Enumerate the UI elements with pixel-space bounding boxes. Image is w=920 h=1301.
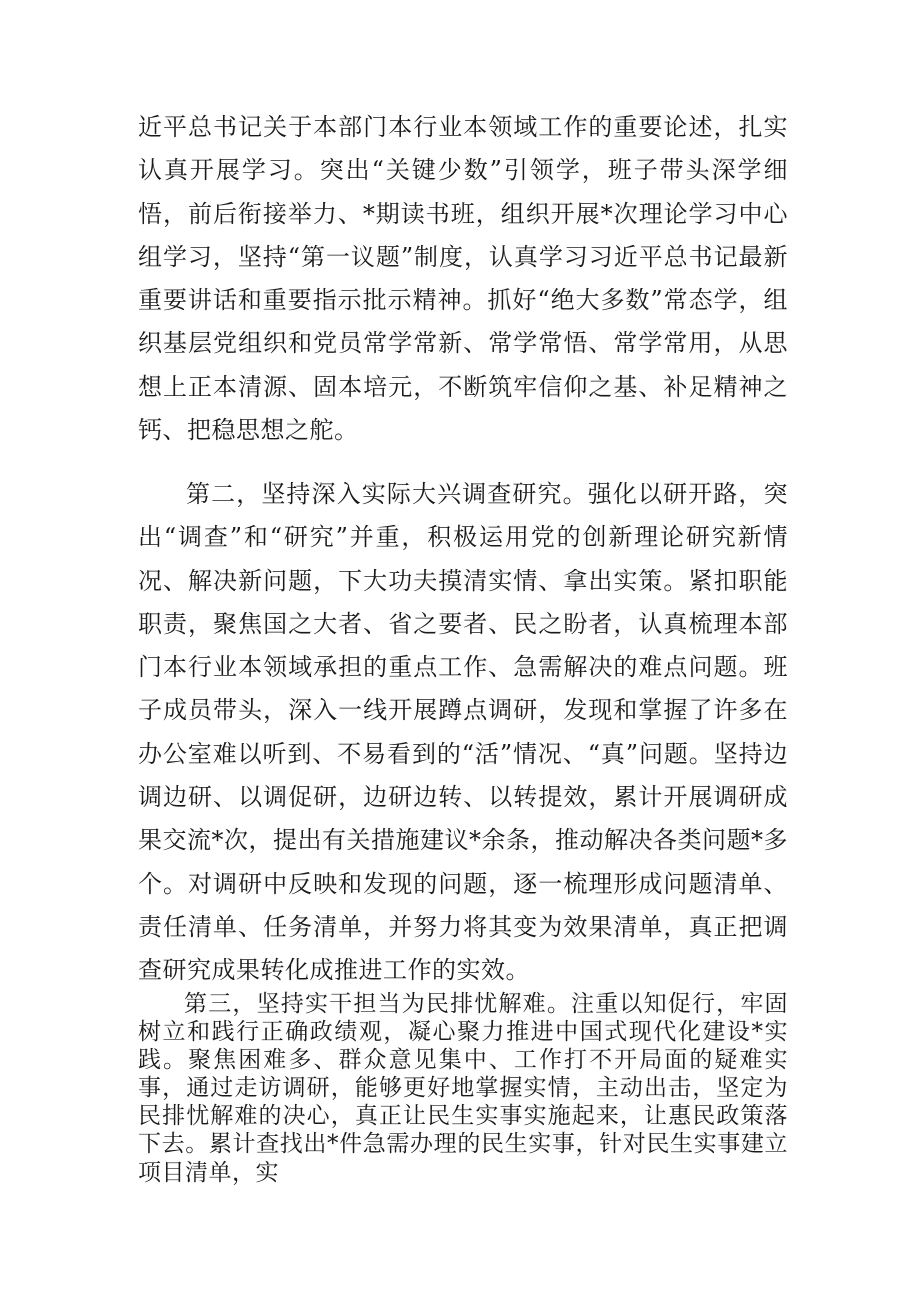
paragraph-practice: 第三，坚持实干担当为民排忧解难。注重以知促行，牢固树立和践行正确政绩观，凝心聚力推进中国式现代化建设*实践。聚焦困难多、群众意见集中、工作打不开局面的疑难实事，通过走访调研，能够更好地掌握实情，主动出击，坚定为民排忧解难的决心，真正让民生实事实施起来，让惠民政策落下去。累计查找出*件急需办理的民生实事，针对民生实事建立项目清单，实	[138, 991, 788, 1186]
paragraph-research: 第二，坚持深入实际大兴调查研究。强化以研开路，突出“调查”和“研究”并重，积极运用党的创新理论研究新情况、解决新问题，下大功夫摸清实情、拿出实策。紧扣职能职责，聚焦国之大者、省之要者、民之盼者，认真梳理本部门本行业本领域承担的重点工作、急需解决的难点问题。班子成员带头，深入一线开展蹲点调研，发现和掌握了许多在办公室难以听到、不易看到的“活”情况、“真”问题。坚持边调边研、以调促研，边研边转、以转提效，累计开展调研成果交流*次，提出有关措施建议*余条，推动解决各类问题*多个。对调研中反映和发现的问题，逐一梳理形成问题清单、责任清单、任务清单，并努力将其变为效果清单，真正把调查研究成果转化成推进工作的实效。	[138, 480, 788, 985]
paragraph-study: 近平总书记关于本部门本行业本领域工作的重要论述，扎实认真开展学习。突出“关键少数”引领学，班子带头深学细悟，前后衔接举力、*期读书班，组织开展*次理论学习中心组学习，坚持“第一议题”制度，认真学习习近平总书记最新重要讲话和重要指示批示精神。抓好“绝大多数”常态学，组织基层党组织和党员常学常新、常学常悟、常学常用，从思想上正本清源、固本培元，不断筑牢信仰之基、补足精神之钙、把稳思想之舵。	[138, 113, 788, 445]
